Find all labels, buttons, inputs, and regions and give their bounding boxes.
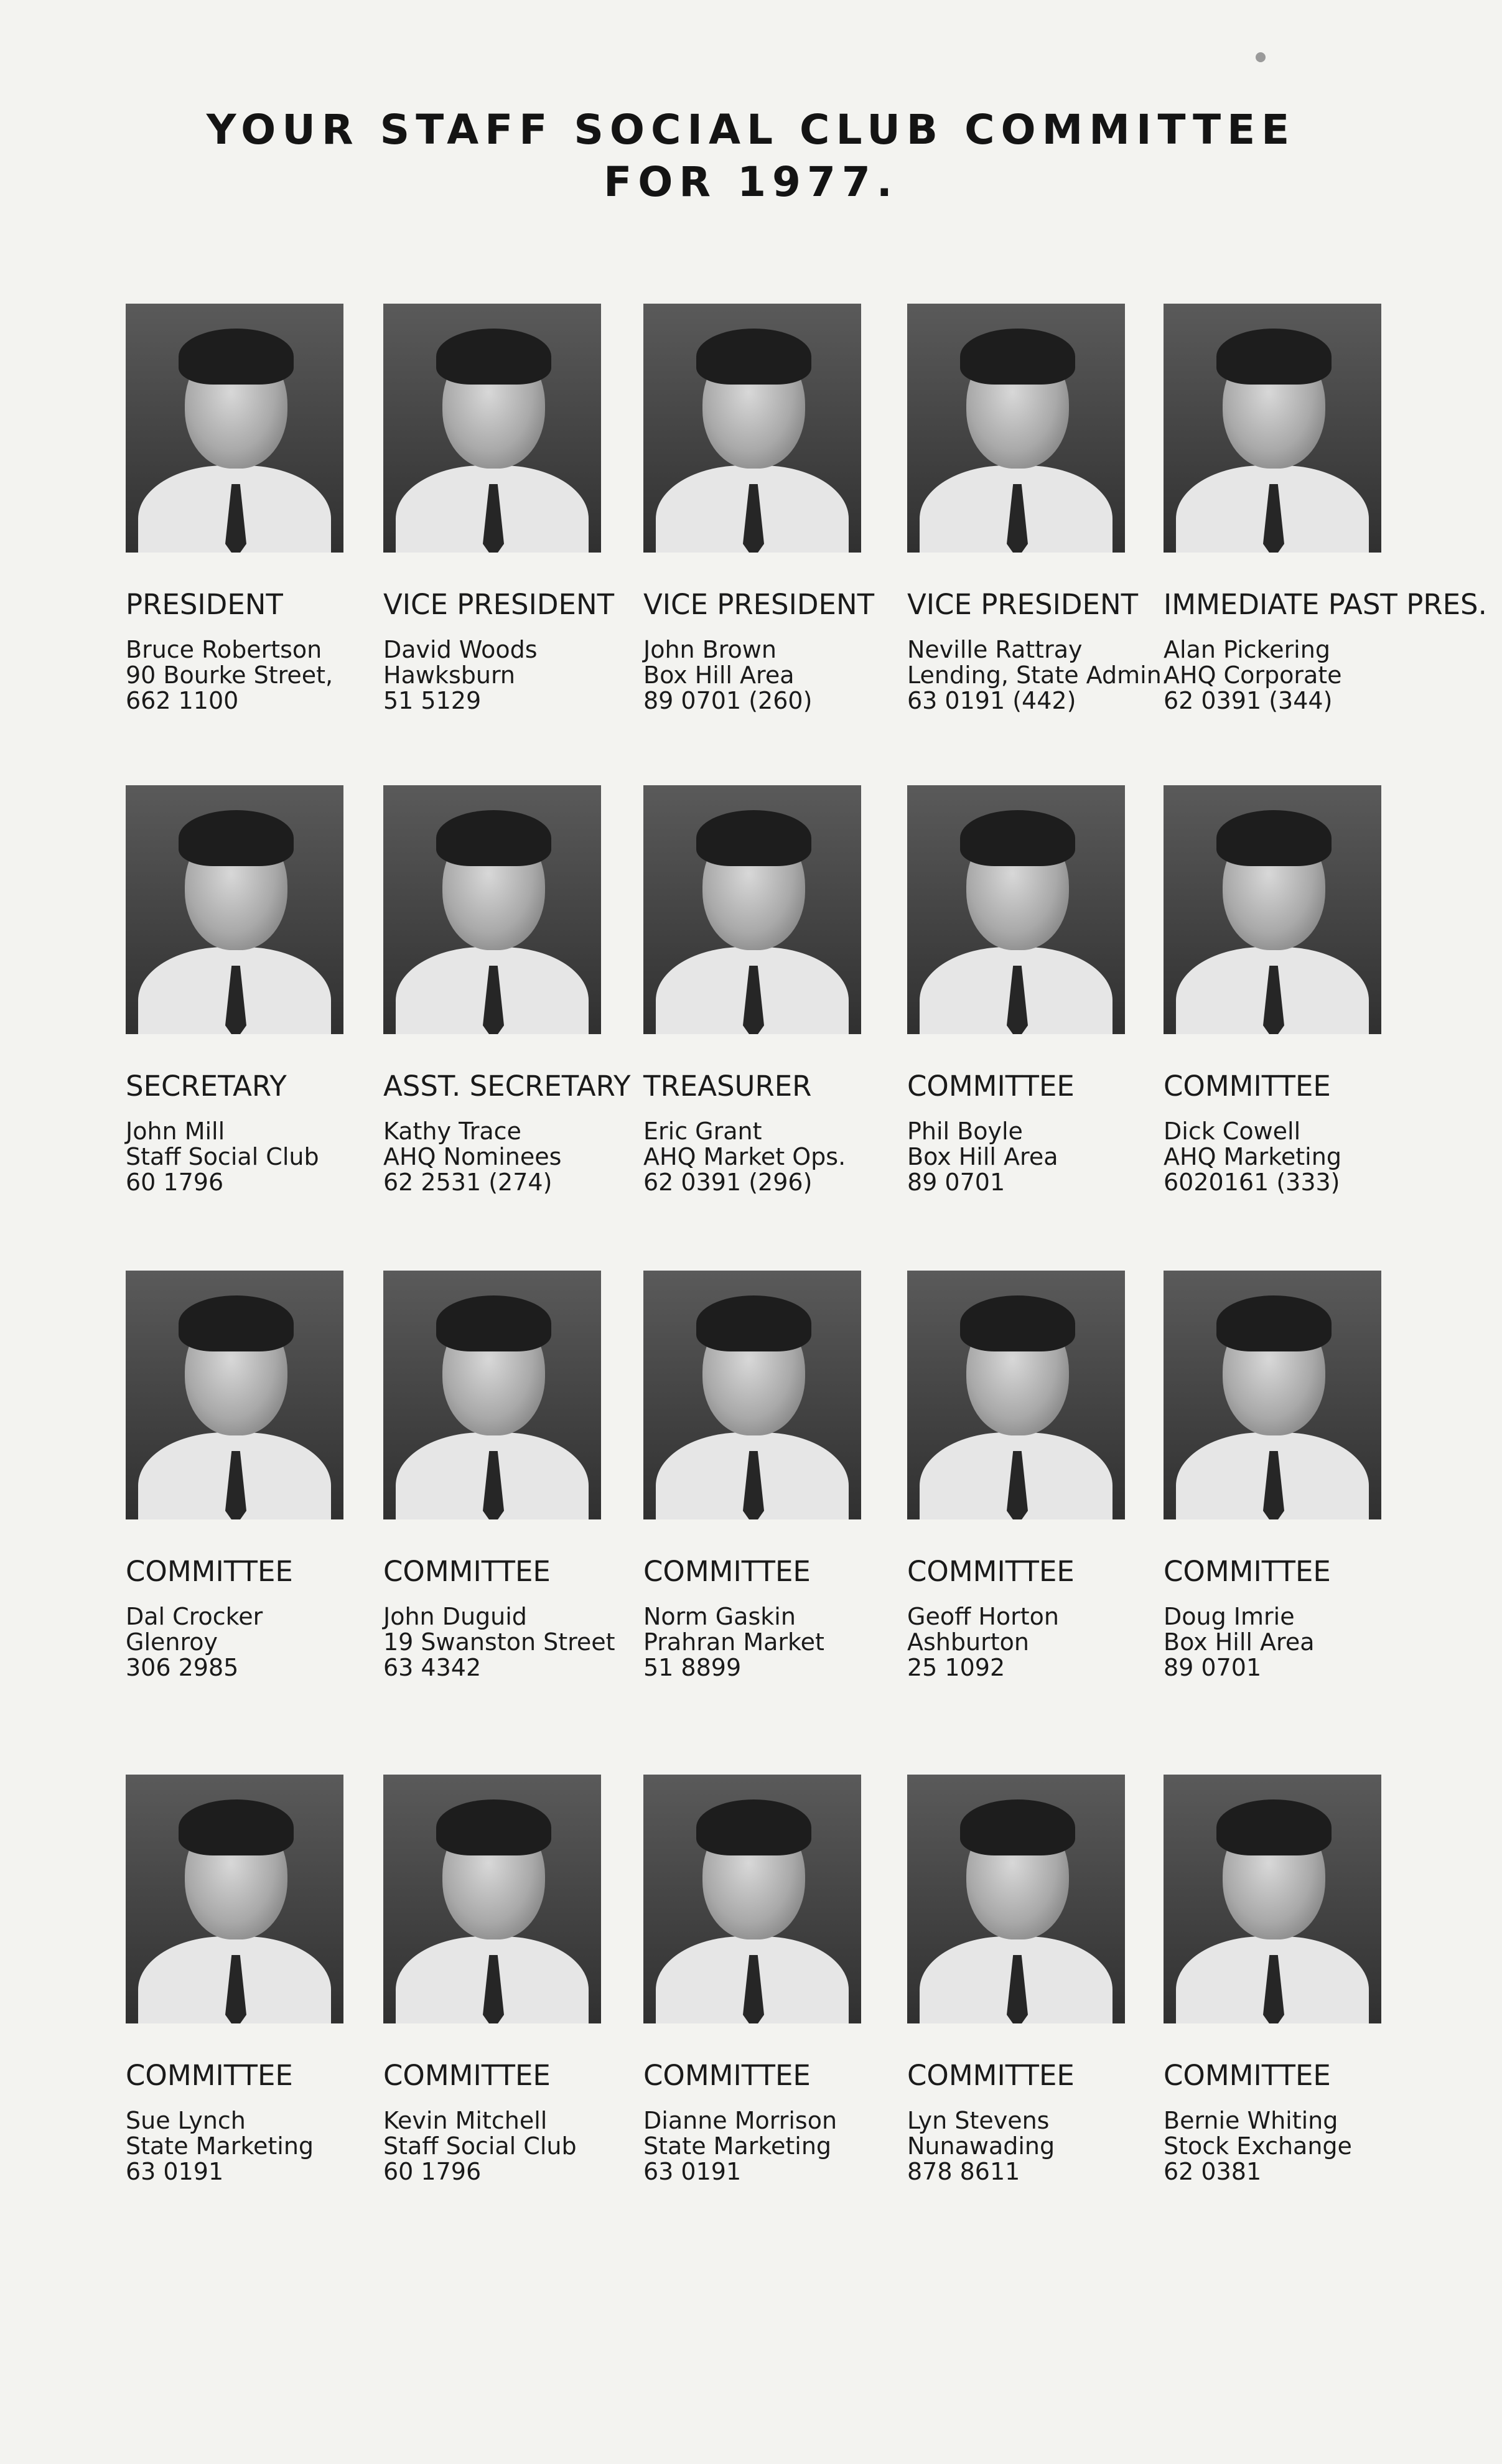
member-location: Glenroy <box>126 1628 218 1656</box>
member-location: AHQ Market Ops. <box>643 1143 846 1170</box>
photo-hair <box>1216 810 1332 866</box>
member-info <box>1164 1604 1437 1681</box>
photo-hair <box>1216 329 1332 385</box>
member-phone: 63 0191 <box>126 2158 224 2185</box>
member-card <box>1164 1775 1437 2185</box>
member-phone: 25 1092 <box>907 1654 1005 1681</box>
photo-hair <box>179 810 294 866</box>
member-photo <box>643 304 861 553</box>
member-role: COMMITTEE <box>383 2059 551 2092</box>
member-photo <box>907 785 1125 1034</box>
member-phone: 89 0701 (260) <box>643 687 813 714</box>
member-card <box>643 304 917 714</box>
member-photo <box>126 1271 343 1519</box>
member-card <box>643 1775 917 2185</box>
photo-hair <box>436 329 551 385</box>
member-location: State Marketing <box>126 2132 314 2160</box>
photo-hair <box>1216 1295 1332 1351</box>
member-location: AHQ Nominees <box>383 1143 562 1170</box>
member-photo <box>383 304 601 553</box>
member-role: COMMITTEE <box>1164 2059 1331 2092</box>
member-info <box>643 2108 917 2185</box>
member-name: Lyn Stevens <box>907 2107 1050 2134</box>
member-name: Doug Imrie <box>1164 1603 1295 1630</box>
photo-hair <box>696 1799 811 1855</box>
member-location: Staff Social Club <box>383 2132 577 2160</box>
member-info <box>907 637 1181 714</box>
member-location: Box Hill Area <box>643 661 795 689</box>
member-info <box>383 2108 657 2185</box>
member-location: 90 Bourke Street, <box>126 661 334 689</box>
page-subtitle: FOR 1977. <box>604 158 898 206</box>
member-name: Bruce Robertson <box>126 636 322 663</box>
member-info <box>643 1604 917 1681</box>
member-phone: 62 2531 (274) <box>383 1169 553 1196</box>
member-card <box>1164 1271 1437 1681</box>
member-name: Dal Crocker <box>126 1603 263 1630</box>
photo-hair <box>436 810 551 866</box>
member-info <box>126 1604 399 1681</box>
member-card <box>907 304 1181 714</box>
member-name: Kathy Trace <box>383 1118 521 1145</box>
member-phone: 63 0191 (442) <box>907 687 1076 714</box>
member-info <box>126 1119 399 1195</box>
photo-hair <box>960 1295 1075 1351</box>
member-phone: 63 4342 <box>383 1654 482 1681</box>
member-role: COMMITTEE <box>126 1555 293 1588</box>
photo-hair <box>179 1295 294 1351</box>
member-phone: 51 8899 <box>643 1654 742 1681</box>
member-location: Hawksburn <box>383 661 515 689</box>
member-info <box>643 1119 917 1195</box>
member-role: ASST. SECRETARY <box>383 1070 631 1103</box>
member-photo <box>643 785 861 1034</box>
member-info <box>383 1119 657 1195</box>
member-phone: 89 0701 <box>1164 1654 1262 1681</box>
member-location: Prahran Market <box>643 1628 824 1656</box>
member-role: COMMITTEE <box>383 1555 551 1588</box>
member-phone: 51 5129 <box>383 687 482 714</box>
photo-hair <box>1216 1799 1332 1855</box>
member-name: Dianne Morrison <box>643 2107 837 2134</box>
member-info <box>907 2108 1181 2185</box>
member-card <box>907 1271 1181 1681</box>
member-role: VICE PRESIDENT <box>643 588 875 621</box>
member-name: Neville Rattray <box>907 636 1083 663</box>
member-name: Eric Grant <box>643 1118 762 1145</box>
photo-hair <box>960 810 1075 866</box>
member-card <box>126 1775 399 2185</box>
photo-hair <box>436 1799 551 1855</box>
member-phone: 89 0701 <box>907 1169 1005 1196</box>
member-card <box>907 1775 1181 2185</box>
member-location: AHQ Corporate <box>1164 661 1342 689</box>
member-card <box>126 1271 399 1681</box>
member-info <box>126 637 399 714</box>
member-location: Ashburton <box>907 1628 1029 1656</box>
member-name: Norm Gaskin <box>643 1603 796 1630</box>
member-name: David Woods <box>383 636 538 663</box>
member-phone: 62 0391 (344) <box>1164 687 1333 714</box>
member-photo <box>1164 304 1381 553</box>
photo-hair <box>960 329 1075 385</box>
photo-hair <box>696 329 811 385</box>
member-name: John Mill <box>126 1118 225 1145</box>
member-role: COMMITTEE <box>907 1555 1075 1588</box>
member-card <box>126 785 399 1195</box>
member-name: Geoff Horton <box>907 1603 1060 1630</box>
member-info <box>383 1604 657 1681</box>
member-card <box>907 785 1181 1195</box>
member-name: Sue Lynch <box>126 2107 246 2134</box>
photo-hair <box>696 1295 811 1351</box>
member-name: Dick Cowell <box>1164 1118 1301 1145</box>
member-role: COMMITTEE <box>1164 1555 1331 1588</box>
member-role: VICE PRESIDENT <box>907 588 1139 621</box>
member-phone: 6020161 (333) <box>1164 1169 1340 1196</box>
member-role: COMMITTEE <box>643 1555 811 1588</box>
member-name: Phil Boyle <box>907 1118 1023 1145</box>
member-phone: 62 0381 <box>1164 2158 1262 2185</box>
member-card <box>383 785 657 1195</box>
member-info <box>1164 1119 1437 1195</box>
member-role: TREASURER <box>643 1070 812 1103</box>
member-photo <box>126 785 343 1034</box>
member-name: Alan Pickering <box>1164 636 1330 663</box>
member-photo <box>126 1775 343 2023</box>
member-card <box>383 304 657 714</box>
member-photo <box>383 1271 601 1519</box>
member-photo <box>126 304 343 553</box>
member-card <box>383 1271 657 1681</box>
member-photo <box>1164 785 1381 1034</box>
photo-hair <box>960 1799 1075 1855</box>
member-role: VICE PRESIDENT <box>383 588 615 621</box>
member-photo <box>383 1775 601 2023</box>
member-role: COMMITTEE <box>907 1070 1075 1103</box>
member-info <box>907 1604 1181 1681</box>
member-role: IMMEDIATE PAST PRES. <box>1164 588 1487 621</box>
member-phone: 62 0391 (296) <box>643 1169 813 1196</box>
member-phone: 878 8611 <box>907 2158 1020 2185</box>
photo-hair <box>179 329 294 385</box>
member-photo <box>383 785 601 1034</box>
member-location: Stock Exchange <box>1164 2132 1352 2160</box>
member-role: COMMITTEE <box>1164 1070 1331 1103</box>
photo-hair <box>179 1799 294 1855</box>
member-card <box>1164 785 1437 1195</box>
member-name: John Brown <box>643 636 777 663</box>
member-location: Box Hill Area <box>1164 1628 1315 1656</box>
member-info <box>643 637 917 714</box>
member-role: COMMITTEE <box>643 2059 811 2092</box>
member-role: SECRETARY <box>126 1070 287 1103</box>
member-info <box>383 637 657 714</box>
photo-hair <box>696 810 811 866</box>
member-photo <box>907 304 1125 553</box>
member-phone: 60 1796 <box>383 2158 482 2185</box>
member-name: John Duguid <box>383 1603 527 1630</box>
member-card <box>643 785 917 1195</box>
page-title: YOUR STAFF SOCIAL CLUB COMMITTEE <box>206 106 1296 154</box>
member-info <box>1164 637 1437 714</box>
speck <box>1256 52 1266 62</box>
member-info <box>1164 2108 1437 2185</box>
member-role: PRESIDENT <box>126 588 283 621</box>
member-location: Lending, State Admin. <box>907 661 1169 689</box>
member-photo <box>643 1775 861 2023</box>
member-card <box>1164 304 1487 714</box>
member-location: State Marketing <box>643 2132 832 2160</box>
member-photo <box>1164 1271 1381 1519</box>
member-card <box>643 1271 917 1681</box>
member-name: Kevin Mitchell <box>383 2107 548 2134</box>
member-location: Box Hill Area <box>907 1143 1058 1170</box>
member-role: COMMITTEE <box>126 2059 293 2092</box>
member-location: Nunawading <box>907 2132 1055 2160</box>
member-role: COMMITTEE <box>907 2059 1075 2092</box>
member-photo <box>907 1775 1125 2023</box>
member-location: AHQ Marketing <box>1164 1143 1341 1170</box>
member-info <box>126 2108 399 2185</box>
member-phone: 60 1796 <box>126 1169 224 1196</box>
member-info <box>907 1119 1181 1195</box>
member-card <box>126 304 399 714</box>
member-location: 19 Swanston Street <box>383 1628 615 1656</box>
member-card <box>383 1775 657 2185</box>
member-location: Staff Social Club <box>126 1143 319 1170</box>
member-name: Bernie Whiting <box>1164 2107 1338 2134</box>
member-phone: 63 0191 <box>643 2158 742 2185</box>
member-phone: 662 1100 <box>126 687 239 714</box>
member-photo <box>1164 1775 1381 2023</box>
photo-hair <box>436 1295 551 1351</box>
member-photo <box>907 1271 1125 1519</box>
member-phone: 306 2985 <box>126 1654 239 1681</box>
member-photo <box>643 1271 861 1519</box>
